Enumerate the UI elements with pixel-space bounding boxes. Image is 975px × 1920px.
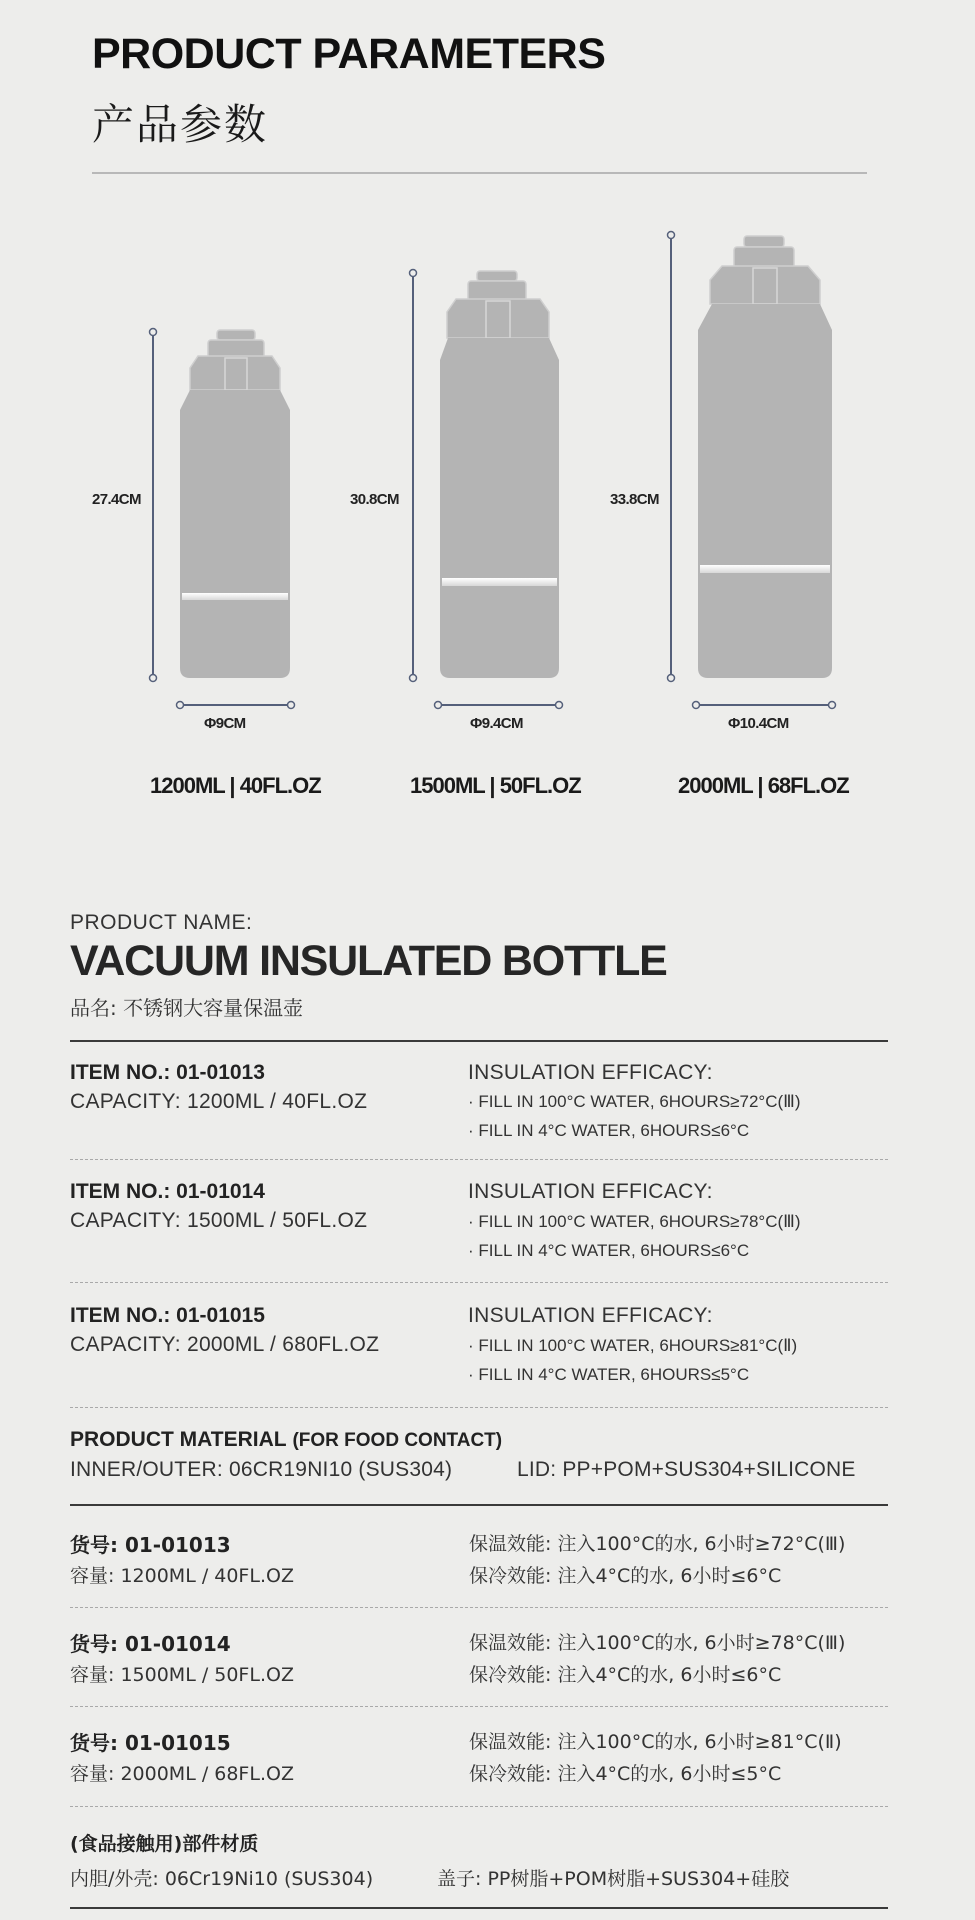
- product-name-cn: 品名: 不锈钢大容量保温壶: [70, 996, 304, 1020]
- item-number-cn: 货号: 01-01015: [70, 1731, 231, 1755]
- material-heading: [70, 1428, 502, 1452]
- section-divider: [70, 1040, 888, 1042]
- section-divider: [70, 1907, 888, 1909]
- height-label-2: 30.8CM: [350, 491, 399, 508]
- insulation-hot-cn: 保温效能: 注入100°C的水, 6小时≥81°C(Ⅱ): [469, 1731, 842, 1753]
- insulation-cold-cn: 保冷效能: 注入4°C的水, 6小时≤6°C: [469, 1565, 782, 1587]
- insulation-cold-cn: 保冷效能: 注入4°C的水, 6小时≤6°C: [469, 1664, 782, 1686]
- row-divider: [70, 1282, 888, 1283]
- item-capacity: CAPACITY: 1200ML / 40FL.OZ: [70, 1090, 368, 1113]
- insulation-hot: · FILL IN 100°C WATER, 6HOURS≥72°C(Ⅲ): [468, 1092, 801, 1111]
- item-capacity-cn: 容量: 1200ML / 40FL.OZ: [70, 1565, 294, 1587]
- item-capacity: CAPACITY: 2000ML / 680FL.OZ: [70, 1333, 380, 1356]
- item-number: ITEM NO.: 01-01014: [70, 1180, 265, 1203]
- diameter-label-1: Φ9CM: [204, 715, 246, 732]
- header-divider: [92, 172, 867, 174]
- bottle-size-illustration: [0, 220, 975, 820]
- height-label-1: 27.4CM: [92, 491, 141, 508]
- item-number: ITEM NO.: 01-01015: [70, 1304, 265, 1327]
- row-divider: [70, 1607, 888, 1608]
- capacity-label-2: 1500ML | 50FL.OZ: [410, 773, 581, 798]
- material-heading-title: PRODUCT MATERIAL: [70, 1428, 287, 1451]
- page-title-cn: 产品参数: [92, 100, 269, 149]
- item-capacity-cn: 容量: 2000ML / 68FL.OZ: [70, 1763, 294, 1785]
- capacity-label-1: 1200ML | 40FL.OZ: [150, 773, 321, 798]
- insulation-hot-cn: 保温效能: 注入100°C的水, 6小时≥72°C(Ⅲ): [469, 1533, 846, 1555]
- product-name-label: PRODUCT NAME:: [70, 911, 253, 934]
- insulation-cold-cn: 保冷效能: 注入4°C的水, 6小时≤5°C: [469, 1763, 782, 1785]
- row-divider: [70, 1806, 888, 1807]
- row-divider: [70, 1159, 888, 1160]
- material-lid-cn: 盖子: PP树脂+POM树脂+SUS304+硅胶: [437, 1868, 790, 1890]
- row-divider: [70, 1407, 888, 1408]
- capacity-label-3: 2000ML | 68FL.OZ: [678, 773, 849, 798]
- item-number-cn: 货号: 01-01014: [70, 1632, 231, 1656]
- bottle-2: [410, 270, 563, 709]
- insulation-heading: INSULATION EFFICACY:: [468, 1061, 713, 1084]
- insulation-cold: · FILL IN 4°C WATER, 6HOURS≤6°C: [468, 1121, 750, 1140]
- insulation-cold: · FILL IN 4°C WATER, 6HOURS≤5°C: [468, 1365, 750, 1384]
- insulation-hot: · FILL IN 100°C WATER, 6HOURS≥78°C(Ⅲ): [468, 1212, 801, 1231]
- diameter-label-2: Φ9.4CM: [470, 715, 523, 732]
- material-inner-outer: INNER/OUTER: 06CR19NI10 (SUS304): [70, 1458, 453, 1481]
- insulation-hot: · FILL IN 100°C WATER, 6HOURS≥81°C(Ⅱ): [468, 1336, 798, 1355]
- section-divider: [70, 1504, 888, 1506]
- height-label-3: 33.8CM: [610, 491, 659, 508]
- material-inner-outer-cn: 内胆/外壳: 06Cr19Ni10 (SUS304): [70, 1868, 374, 1890]
- item-number: ITEM NO.: 01-01013: [70, 1061, 265, 1084]
- insulation-cold: · FILL IN 4°C WATER, 6HOURS≤6°C: [468, 1241, 750, 1260]
- item-capacity-cn: 容量: 1500ML / 50FL.OZ: [70, 1664, 294, 1686]
- item-number-cn: 货号: 01-01013: [70, 1533, 231, 1557]
- bottle-1: [150, 329, 295, 709]
- row-divider: [70, 1706, 888, 1707]
- material-lid: LID: PP+POM+SUS304+SILICONE: [517, 1458, 856, 1481]
- bottle-3: [668, 232, 836, 709]
- material-heading-cn: (食品接触用)部件材质: [70, 1833, 259, 1855]
- insulation-heading: INSULATION EFFICACY:: [468, 1304, 713, 1327]
- page-title: PRODUCT PARAMETERS: [92, 30, 606, 78]
- diameter-label-3: Φ10.4CM: [728, 715, 789, 732]
- item-capacity: CAPACITY: 1500ML / 50FL.OZ: [70, 1209, 368, 1232]
- insulation-hot-cn: 保温效能: 注入100°C的水, 6小时≥78°C(Ⅲ): [469, 1632, 846, 1654]
- product-name: VACUUM INSULATED BOTTLE: [70, 937, 667, 985]
- insulation-heading: INSULATION EFFICACY:: [468, 1180, 713, 1203]
- material-heading-note: (FOR FOOD CONTACT): [292, 1430, 503, 1451]
